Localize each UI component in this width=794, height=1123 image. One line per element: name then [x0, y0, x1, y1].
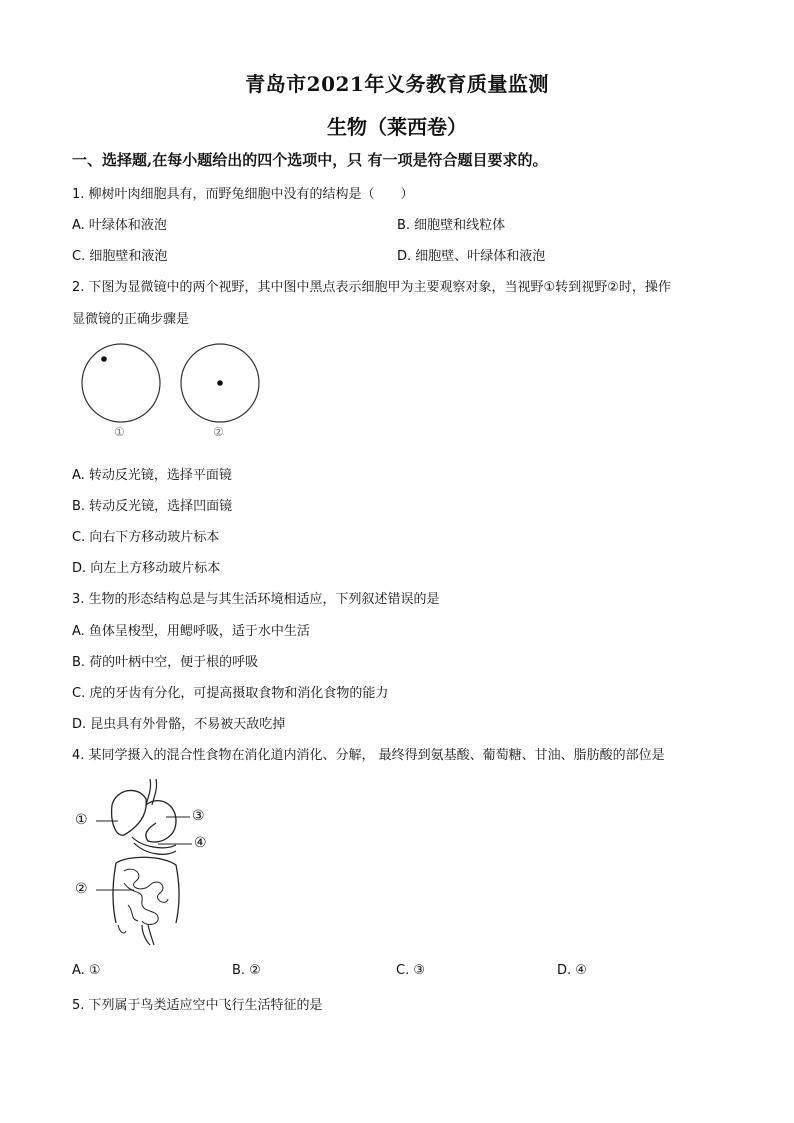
digestive-label-4: ④ [194, 835, 207, 851]
question-3-option-a: A. 鱼体呈梭型，用鳃呼吸，适于水中生活 [72, 624, 310, 639]
view-1-circle [82, 344, 160, 422]
question-4-option-a: A. ① [72, 963, 101, 978]
question-3-stem: 3. 生物的形态结构总是与其生活环境相适应，下列叙述错误的是 [72, 592, 440, 607]
view-2-cell-dot [217, 380, 223, 386]
question-3-option-d: D. 昆虫具有外骨骼，不易被天敌吃掉 [72, 717, 286, 732]
question-1-option-b: B. 细胞壁和线粒体 [397, 218, 506, 233]
question-3-option-b: B. 荷的叶柄中空，便于根的呼吸 [72, 655, 259, 670]
question-4-stem: 4. 某同学摄入的混合性食物在消化道内消化、分解， 最终得到氨基酸、葡萄糖、甘油、脂肪酸的部位是 [72, 748, 665, 763]
question-2-stem-line1: 2. 下图为显微镜中的两个视野，其中图中黑点表示细胞甲为主要观察对象，当视野①转到视野②时，操作 [72, 280, 671, 295]
question-2-stem-line2: 显微镜的正确步骤是 [72, 312, 190, 327]
question-1-stem: 1. 柳树叶肉细胞具有，而野兔细胞中没有的结构是（ ） [72, 187, 414, 202]
question-1-option-d: D. 细胞壁、叶绿体和液泡 [397, 249, 546, 264]
digestive-label-1: ① [75, 812, 88, 828]
question-5-stem: 5. 下列属于鸟类适应空中飞行生活特征的是 [72, 998, 323, 1013]
question-2-option-c: C. 向右下方移动玻片标本 [72, 530, 220, 545]
question-2-option-b: B. 转动反光镜，选择凹面镜 [72, 499, 233, 514]
page-title: 青岛市2021年义务教育质量监测 [245, 72, 549, 96]
section-heading: 一、选择题,在每小题给出的四个选项中，只 有一项是符合题目要求的。 [72, 151, 548, 169]
view-1-cell-dot [101, 356, 107, 362]
question-4-option-b: B. ② [232, 963, 261, 978]
question-1-option-a: A. 叶绿体和液泡 [72, 218, 167, 233]
digestive-label-3: ③ [192, 808, 205, 824]
question-2-option-d: D. 向左上方移动玻片标本 [72, 561, 221, 576]
view-1-label: ① [114, 425, 125, 439]
view-2-label: ② [213, 425, 224, 439]
question-3-option-c: C. 虎的牙齿有分化，可提高摄取食物和消化食物的能力 [72, 686, 389, 701]
question-2-option-a: A. 转动反光镜，选择平面镜 [72, 468, 232, 483]
question-1-option-c: C. 细胞壁和液泡 [72, 249, 168, 264]
page-subtitle: 生物（莱西卷） [327, 115, 467, 139]
digestive-label-2: ② [75, 881, 88, 897]
question-4-option-d: D. ④ [557, 963, 587, 978]
question-4-option-c: C. ③ [396, 963, 425, 978]
digestive-system-figure [72, 775, 222, 950]
